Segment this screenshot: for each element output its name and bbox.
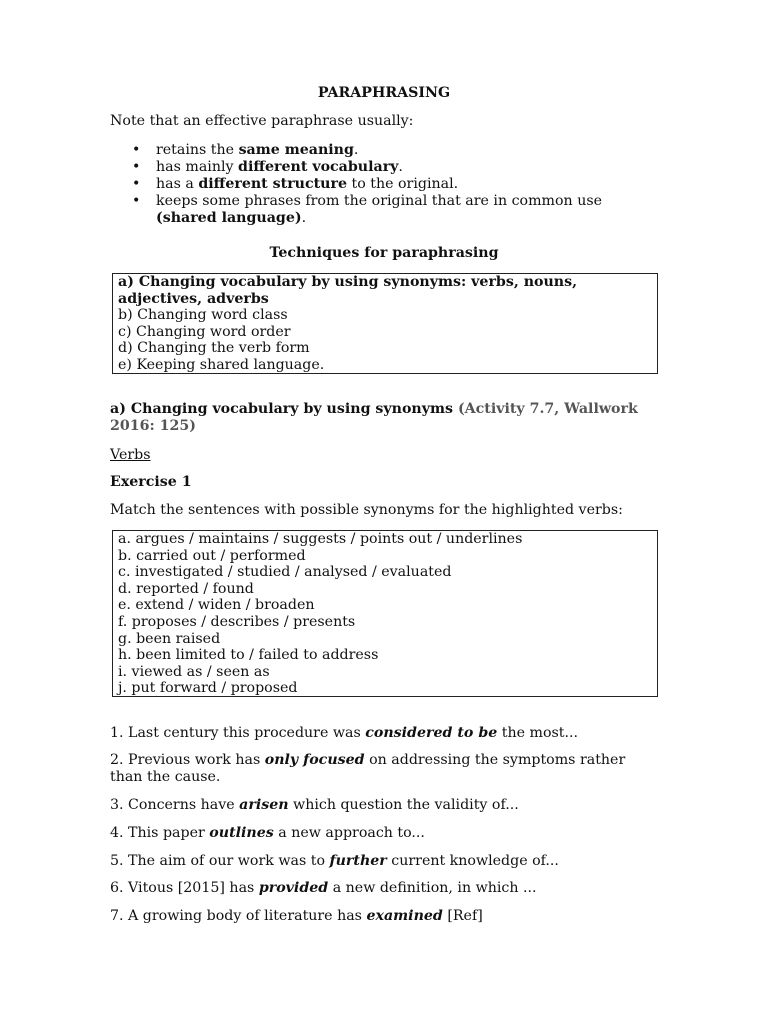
sentence-item: 2. Previous work has only focused on addressing the symptoms rather than the cause. bbox=[110, 752, 626, 785]
synonym-item: c. investigated / studied / analysed / evaluated bbox=[118, 564, 452, 581]
intro-text: Note that an effective paraphrase usually: bbox=[110, 113, 414, 129]
techniques-box bbox=[112, 273, 658, 374]
technique-item: e) Keeping shared language. bbox=[118, 356, 325, 373]
exercise-instruction: Match the sentences with possible synonyms for the highlighted verbs: bbox=[110, 502, 623, 518]
section-a-reference: (Activity 7.7, Wallwork 2016: 125) bbox=[110, 401, 638, 434]
bullet-item: • has mainly different vocabulary. bbox=[110, 159, 650, 176]
sentence-item: 4. This paper outlines a new approach to... bbox=[110, 825, 425, 841]
technique-item: c) Changing word order bbox=[118, 323, 291, 340]
synonyms-box bbox=[112, 530, 658, 697]
exercise-title: Exercise 1 bbox=[110, 474, 192, 490]
sentence-item: 5. The aim of our work was to further current knowledge of... bbox=[110, 853, 559, 869]
synonym-item: j. put forward / proposed bbox=[118, 680, 298, 697]
synonym-item: i. viewed as / seen as bbox=[118, 663, 270, 680]
sentence-item: 3. Concerns have arisen which question the validity of... bbox=[110, 797, 519, 813]
section-a-heading: a) Changing vocabulary by using synonyms (Activity 7.7, Wallwork 2016: 125) bbox=[110, 401, 638, 434]
technique-item: b) Changing word class bbox=[118, 307, 288, 324]
synonym-item: a. argues / maintains / suggests / points out / underlines bbox=[118, 531, 523, 547]
synonym-item: e. extend / widen / broaden bbox=[118, 597, 315, 614]
technique-item: a) Changing vocabulary by using synonyms: verbs, nouns, adjectives, adverbs bbox=[118, 274, 578, 307]
bullet-list bbox=[110, 142, 650, 227]
verbs-label: Verbs bbox=[110, 447, 151, 463]
sentence-item: 7. A growing body of literature has examined [Ref] bbox=[110, 908, 483, 924]
synonym-item: b. carried out / performed bbox=[118, 547, 306, 564]
technique-item: d) Changing the verb form bbox=[118, 340, 310, 357]
synonym-item: h. been limited to / failed to address bbox=[118, 647, 379, 664]
sentence-item: 1. Last century this procedure was considered to be the most... bbox=[110, 725, 579, 741]
bullet-item: • has a different structure to the original. bbox=[110, 176, 650, 193]
synonym-item: f. proposes / describes / presents bbox=[118, 613, 356, 630]
synonym-item: d. reported / found bbox=[118, 580, 254, 597]
sentence-item: 6. Vitous [2015] has provided a new definition, in which ... bbox=[110, 880, 537, 896]
bullet-item: • keeps some phrases from the original that are in common use (shared language). bbox=[110, 193, 650, 227]
bullet-item: • retains the same meaning. bbox=[110, 142, 650, 159]
page-title: PARAPHRASING bbox=[317, 85, 451, 101]
synonym-item: g. been raised bbox=[118, 630, 221, 647]
techniques-heading: Techniques for paraphrasing bbox=[269, 245, 499, 261]
